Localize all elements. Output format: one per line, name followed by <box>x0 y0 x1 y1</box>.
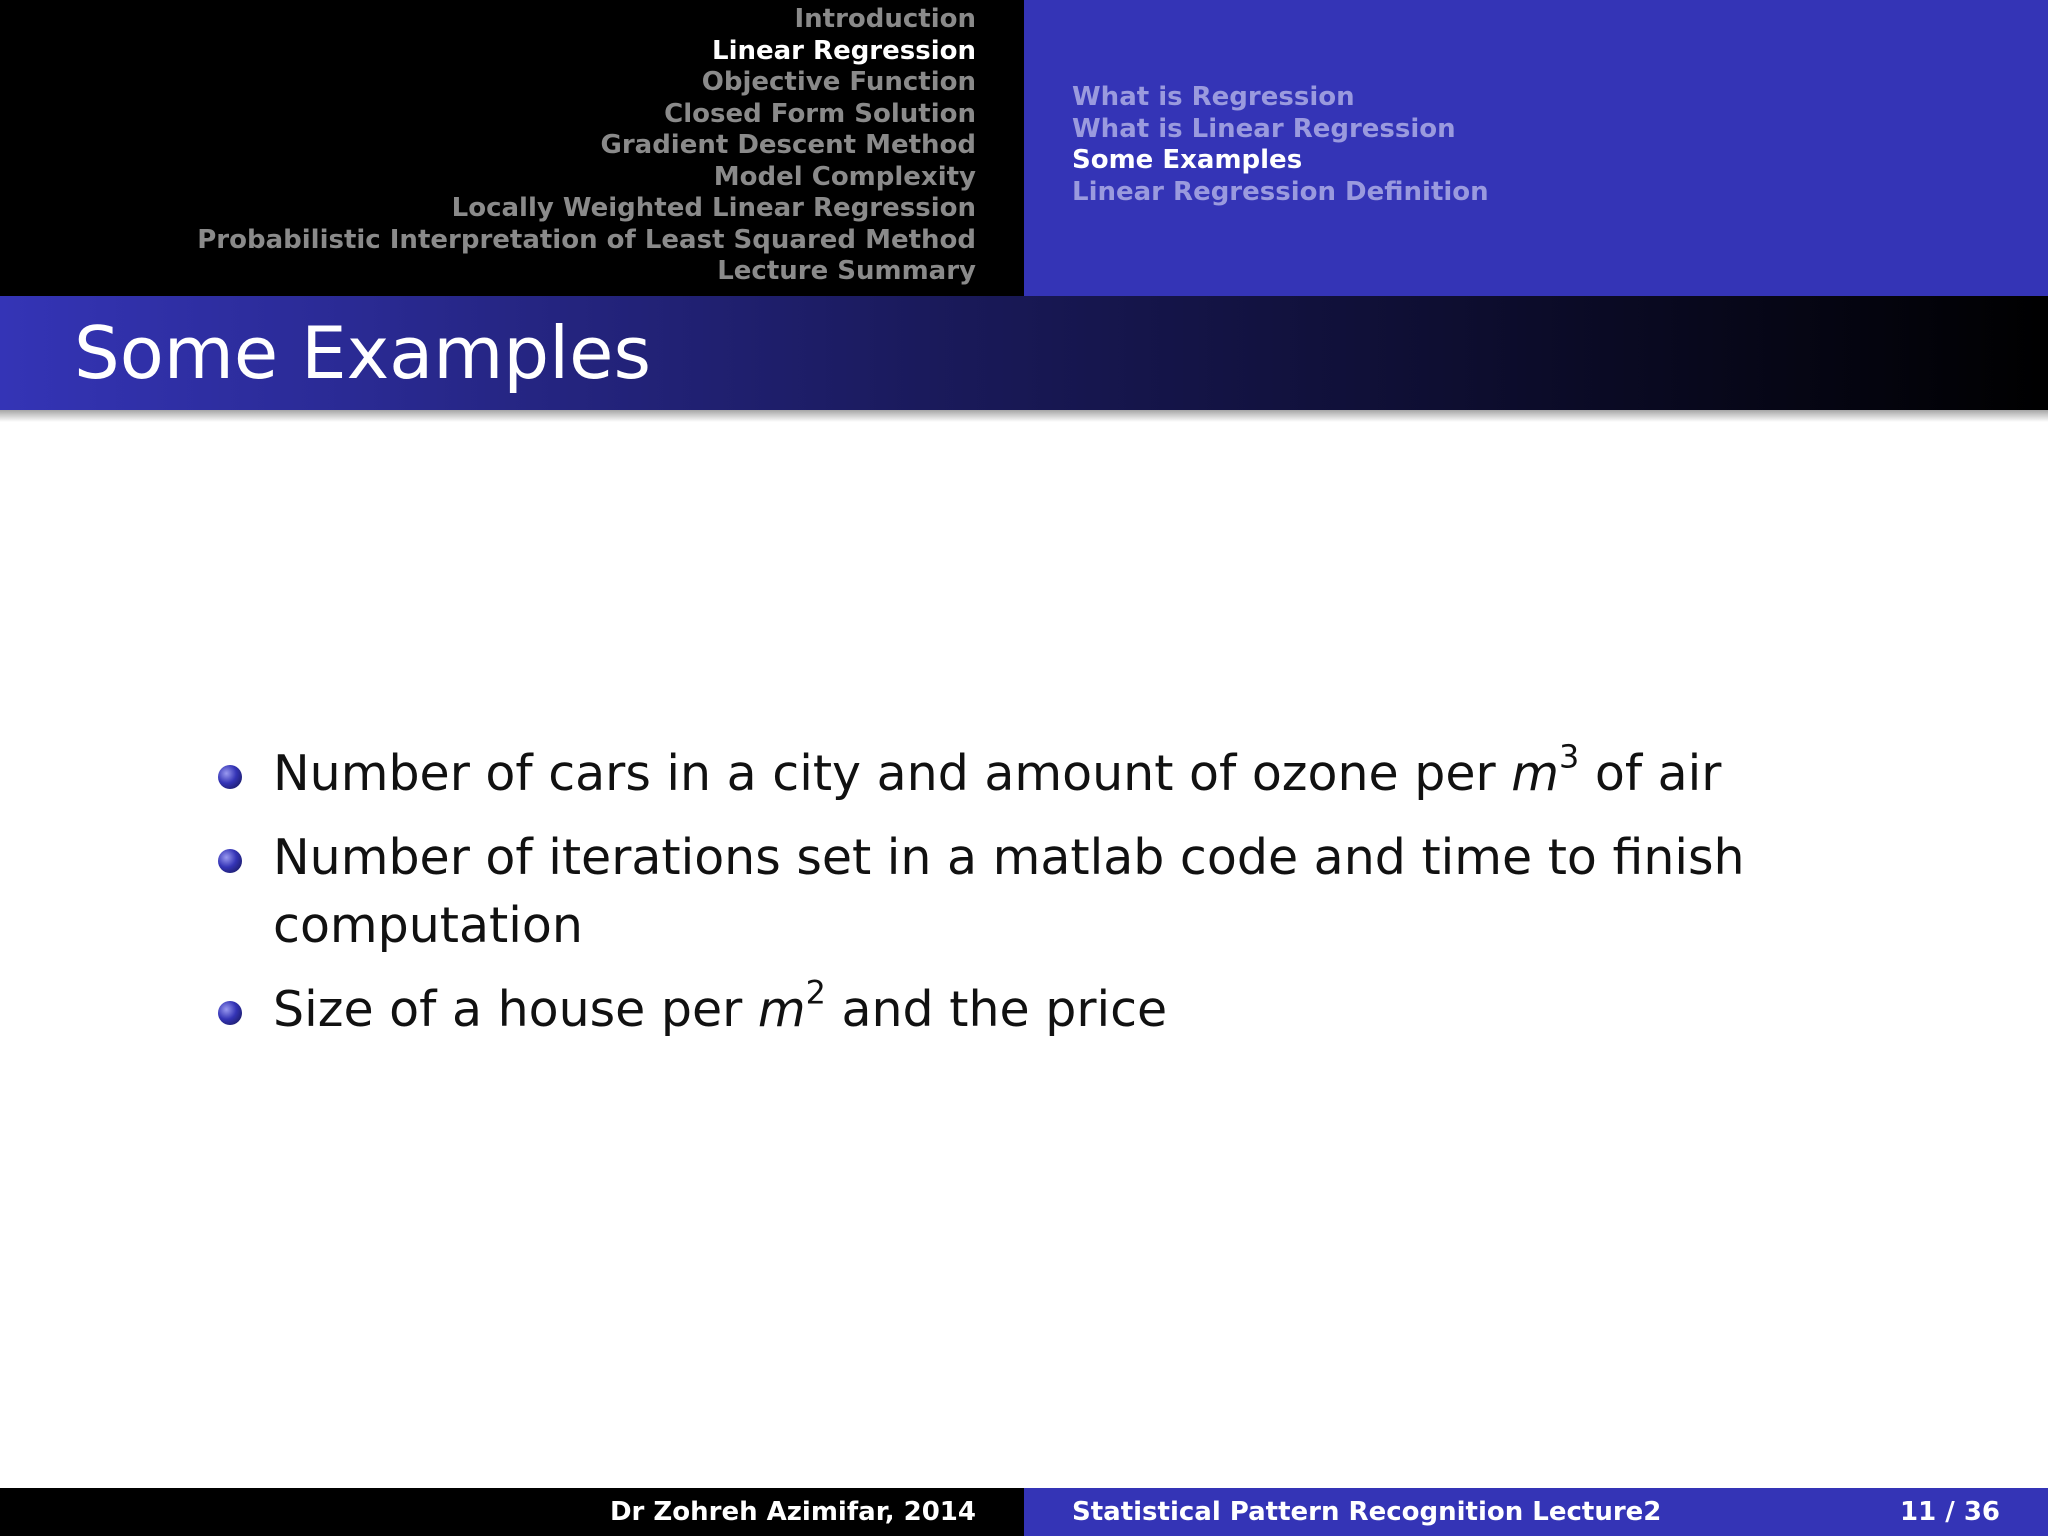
section-list <box>197 4 976 288</box>
footer-author-panel <box>0 1488 1024 1536</box>
nav-section-gradient-descent[interactable]: Gradient Descent Method <box>600 130 976 160</box>
subsection-list <box>1072 82 1489 208</box>
bullet-item <box>212 737 1812 808</box>
bullet-icon <box>218 1001 242 1025</box>
footer-course-panel <box>1024 1488 2048 1536</box>
footer-author: Dr Zohreh Azimifar, 2014 <box>609 1497 976 1527</box>
nav-subsection-what-is-linear-regression[interactable]: What is Linear Regression <box>1072 113 1456 144</box>
bullet-item <box>212 824 1812 960</box>
nav-section-objective-function[interactable]: Objective Function <box>701 67 976 97</box>
bullet-icon <box>218 765 242 789</box>
math-variable: m <box>757 981 806 1038</box>
nav-subsection-some-examples[interactable]: Some Examples <box>1072 145 1303 175</box>
bullet-list <box>212 737 1812 1060</box>
bullet-text: Size of a house per $m^2$ and the price <box>273 973 1168 1038</box>
math-variable: m <box>1511 745 1559 802</box>
nav-section-linear-regression[interactable]: Linear Regression <box>712 35 976 66</box>
nav-section-lecture-summary[interactable]: Lecture Summary <box>717 256 976 286</box>
section-navigation <box>0 0 1024 296</box>
nav-section-probabilistic-interpretation[interactable]: Probabilistic Interpretation of Least Squared Method <box>197 224 976 255</box>
bullet-icon <box>218 849 242 873</box>
math-exponent: 2 <box>805 973 826 1012</box>
bullet-text: Number of cars in a city and amount of ozone per $m^3$ of air <box>273 737 1722 802</box>
footer-page-number: 11 / 36 <box>1900 1497 2000 1527</box>
subsection-navigation <box>1024 0 2048 296</box>
footer-course-title: Statistical Pattern Recognition Lecture2 <box>1072 1497 1662 1527</box>
title-bar-shadow <box>0 410 2048 422</box>
nav-section-closed-form-solution[interactable]: Closed Form Solution <box>664 98 976 129</box>
bullet-text: Number of iterations set in a matlab code and time to finish computation <box>273 829 1745 954</box>
math-exponent: 3 <box>1559 737 1580 776</box>
nav-section-introduction[interactable]: Introduction <box>794 4 976 34</box>
nav-subsection-linear-regression-definition[interactable]: Linear Regression Definition <box>1072 176 1489 207</box>
frame-title: Some Examples <box>74 311 651 395</box>
nav-section-locally-weighted[interactable]: Locally Weighted Linear Regression <box>451 193 976 223</box>
nav-section-model-complexity[interactable]: Model Complexity <box>713 161 976 192</box>
nav-subsection-what-is-regression[interactable]: What is Regression <box>1072 82 1355 112</box>
bullet-item <box>212 973 1812 1044</box>
